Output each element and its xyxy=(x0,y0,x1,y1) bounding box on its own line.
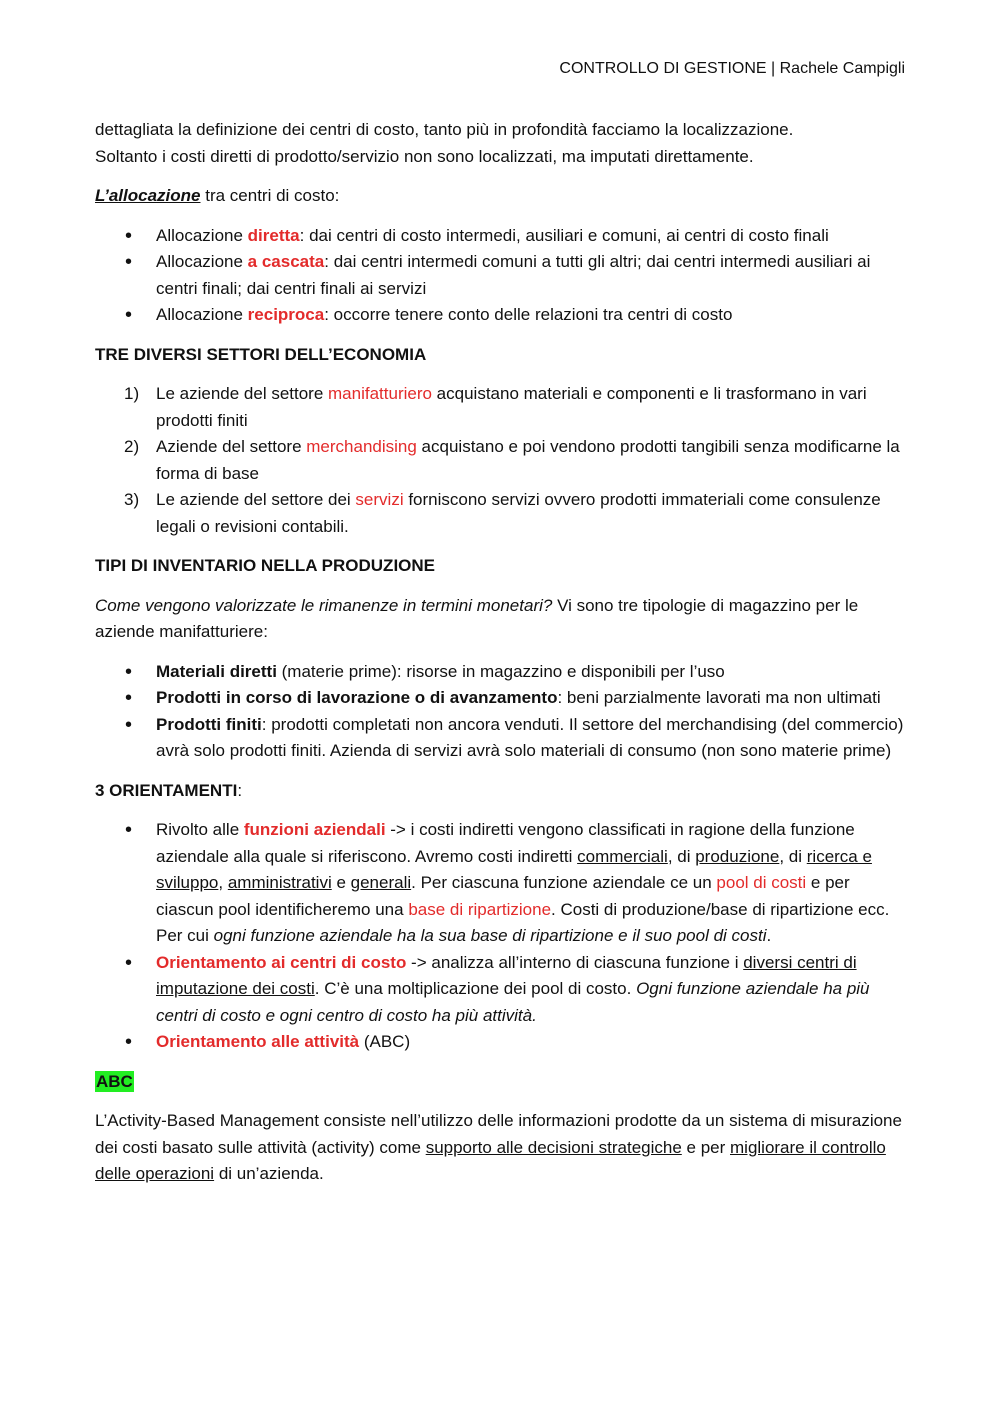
item-text: e per xyxy=(681,1137,730,1157)
document-body xyxy=(95,117,907,1188)
item-text: e per ciascun pool identificheremo una xyxy=(156,873,850,919)
list-item xyxy=(95,659,907,686)
item-text: e xyxy=(331,873,351,892)
underlined-term: commerciali xyxy=(577,846,668,866)
list-item xyxy=(95,302,907,329)
item-highlight: a cascata xyxy=(247,252,325,271)
item-text: : dai centri intermedi comuni a tutti gli altri; dai centri intermedi ausiliari ai centri finali; dai centri finali ai servizi xyxy=(156,252,871,298)
allocazione-heading xyxy=(95,183,907,210)
red-term: pool di costi xyxy=(716,873,807,892)
settori-heading: TRE DIVERSI SETTORI DELL’ECONOMIA xyxy=(95,344,427,364)
item-bold: Prodotti in corso di lavorazione o di avanzamento xyxy=(156,688,558,707)
intro-line-2: Soltanto i costi diretti di prodotto/servizio non sono localizzati, ma imputati direttamente. xyxy=(95,146,754,166)
item-text: acquistano materiali e componenti e li trasformano in vari prodotti finiti xyxy=(156,384,867,430)
item-text: Allocazione xyxy=(156,225,248,245)
item-number: 2) xyxy=(124,437,140,456)
list-item xyxy=(95,249,907,302)
intro-paragraph xyxy=(95,117,907,170)
list-item xyxy=(95,685,907,712)
item-text: , di xyxy=(667,846,696,866)
inventario-question: Come vengono valorizzate le rimanenze in termini monetari? xyxy=(95,595,553,615)
item-highlight: Orientamento ai centri di costo xyxy=(156,952,407,972)
underlined-term: generali xyxy=(350,873,412,892)
item-highlight: reciproca xyxy=(247,305,325,324)
item-bold: Materiali diretti xyxy=(156,661,277,681)
list-item xyxy=(95,712,907,765)
item-text: . Costi di produzione/base di ripartizione ecc. xyxy=(551,899,890,919)
item-text: Le aziende del settore dei xyxy=(156,490,356,509)
item-text: -> i costi indiretti vengono classificati in ragione della funzione aziendale alla quale si riferiscono. Avremo costi indiretti xyxy=(156,820,855,866)
underlined-term: produzione xyxy=(695,846,780,866)
intro-line-1: dettagliata la definizione dei centri di costo, tanto più in profondità facciamo la localizzazione. xyxy=(95,120,794,139)
list-item xyxy=(95,1029,907,1056)
item-text: (materie prime): risorse in magazzino e disponibili per l’uso xyxy=(276,661,725,681)
underlined-term: ricerca e sviluppo xyxy=(156,846,872,892)
item-highlight: funzioni aziendali xyxy=(243,820,386,839)
allocazione-title-rest: tra centri di costo: xyxy=(200,186,340,205)
underlined-term: amministrativi xyxy=(227,873,332,892)
underlined-term: migliorare il controllo delle operazioni xyxy=(95,1137,886,1183)
underlined-term: supporto alle decisioni strategiche xyxy=(425,1137,682,1157)
list-item xyxy=(95,381,907,434)
orientamenti-heading xyxy=(95,778,907,805)
item-text: , di xyxy=(779,846,807,866)
item-text: (ABC) xyxy=(359,1032,411,1051)
list-item xyxy=(95,817,907,950)
item-text: Per cui xyxy=(156,926,214,945)
allocazione-title: L’allocazione xyxy=(95,186,201,205)
item-italic: ogni funzione aziendale ha la sua base di ripartizione e il suo pool di costi xyxy=(213,926,767,945)
item-number: 1) xyxy=(124,384,140,403)
item-text: Rivolto alle xyxy=(156,820,244,839)
orientamenti-list xyxy=(95,817,907,1056)
item-text: : occorre tenere conto delle relazioni tra centri di costo xyxy=(324,305,733,324)
item-text: L’Activity-Based Management consiste nell’utilizzo delle informazioni prodotte da un sistema di misurazione dei costi basato sulle attività (activity) come xyxy=(95,1111,902,1157)
orientamenti-colon: : xyxy=(237,780,243,800)
orientamenti-title: 3 ORIENTAMENTI xyxy=(95,780,238,800)
red-term: base di ripartizione xyxy=(408,899,552,919)
item-bold: Prodotti finiti xyxy=(156,714,262,734)
item-text: acquistano e poi vendono prodotti tangibili senza modificarne la forma di base xyxy=(156,437,900,483)
item-highlight: manifatturiero xyxy=(328,384,432,403)
item-text: . C’è una moltiplicazione dei pool di costo. xyxy=(314,979,637,998)
abc-highlight-label: ABC xyxy=(96,1071,133,1091)
item-text: di un’azienda. xyxy=(214,1164,324,1183)
item-text: : prodotti completati non ancora venduti. Il settore del merchandising (del commercio) avrà solo prodotti finiti. Azienda di servizi avrà solo materiali di consumo (non sono materie prime) xyxy=(156,714,904,760)
abc-paragraph xyxy=(95,1108,907,1188)
list-item xyxy=(95,434,907,487)
settori-list xyxy=(95,381,907,540)
item-text: -> analizza all’interno di ciascuna funzione i xyxy=(406,952,744,972)
item-text: : dai centri di costo intermedi, ausiliari e comuni, ai centri di costo finali xyxy=(299,225,829,245)
underlined-term: diversi centri di imputazione dei costi xyxy=(156,952,857,998)
inventario-paragraph xyxy=(95,593,907,646)
list-item xyxy=(95,487,907,540)
item-text: Aziende del settore xyxy=(156,437,307,456)
inventario-question-rest: Vi sono tre tipologie di magazzino per le aziende manifatturiere: xyxy=(95,595,859,641)
item-text: . Per ciascuna funzione aziendale ce un xyxy=(411,873,717,892)
allocazione-list xyxy=(95,223,907,329)
item-highlight: servizi xyxy=(355,490,404,509)
page-header: CONTROLLO DI GESTIONE | Rachele Campigli xyxy=(559,60,905,77)
item-text: Allocazione xyxy=(156,305,248,324)
item-text: Allocazione xyxy=(156,252,248,271)
inventario-heading: TIPI DI INVENTARIO NELLA PRODUZIONE xyxy=(95,556,436,575)
item-highlight: diretta xyxy=(247,225,300,245)
inventario-list xyxy=(95,659,907,765)
item-text: forniscono servizi ovvero prodotti immateriali come consulenze legali o revisioni contabili. xyxy=(156,490,881,536)
item-number: 3) xyxy=(124,490,140,509)
item-text: Le aziende del settore xyxy=(156,384,329,403)
item-text: . xyxy=(766,926,772,945)
list-item xyxy=(95,950,907,1030)
item-italic: Ogni funzione aziendale ha più centri di costo e ogni centro di costo ha più attività. xyxy=(156,979,870,1025)
item-highlight: Orientamento alle attività xyxy=(156,1032,360,1051)
abc-heading xyxy=(95,1069,907,1096)
item-text: : beni parzialmente lavorati ma non ultimati xyxy=(557,688,881,707)
item-text: , xyxy=(218,873,228,892)
item-highlight: merchandising xyxy=(306,437,417,456)
list-item xyxy=(95,223,907,250)
